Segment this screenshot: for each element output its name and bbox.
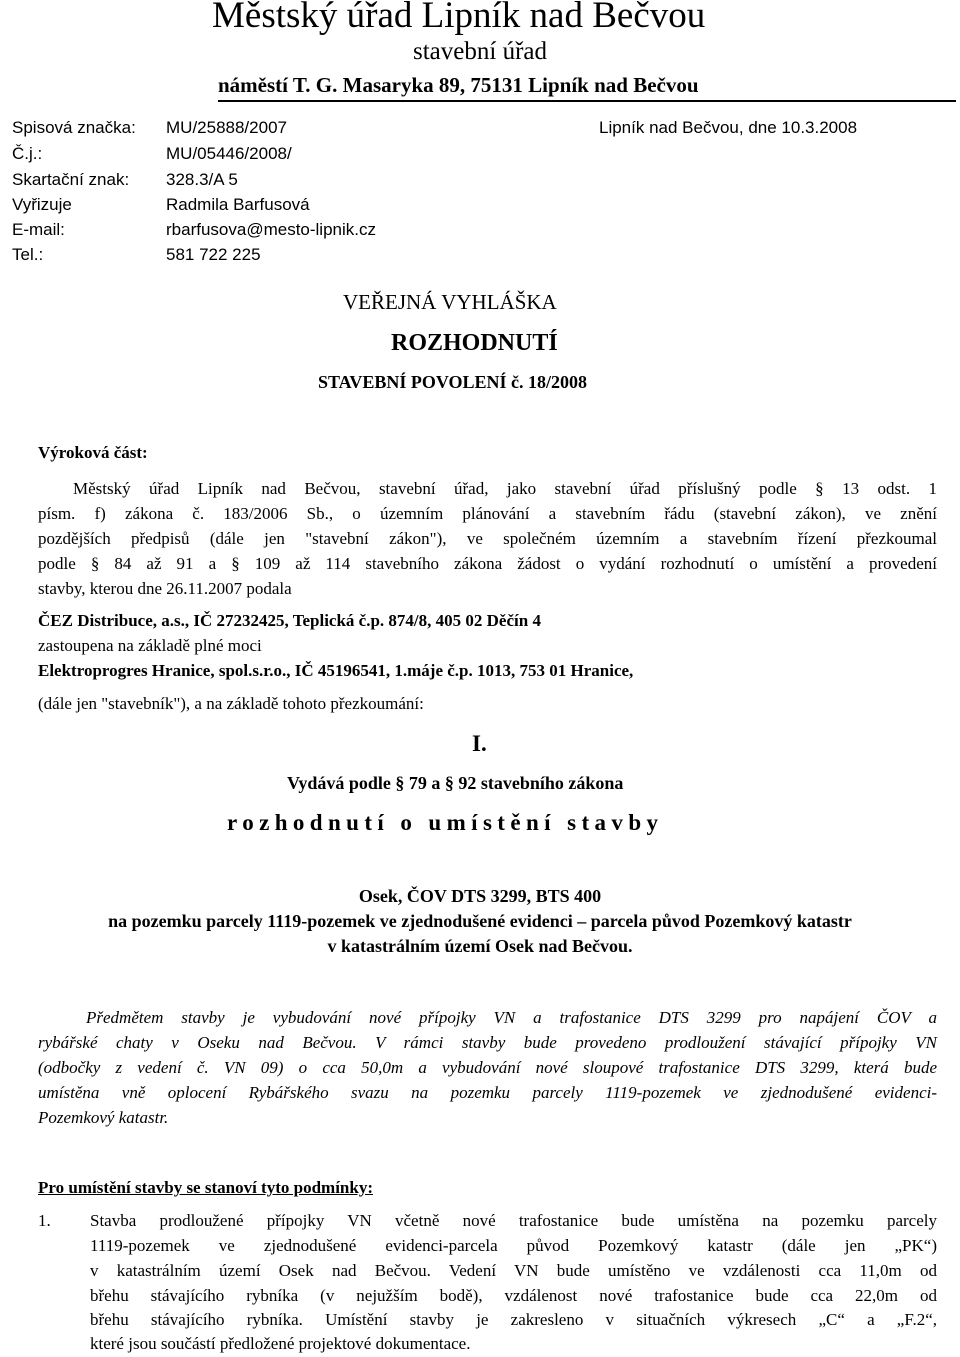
subject-line: (odbočky z vedení č. VN 09) o cca 50,0m a vybudování nové sloupové trafostanice DTS 3299, která bude bbox=[38, 1058, 937, 1077]
meta-label: Tel.: bbox=[12, 245, 44, 264]
meta-value: MU/25888/2007 bbox=[166, 118, 287, 137]
meta-value: rbarfusova@mesto-lipnik.cz bbox=[166, 220, 376, 239]
project-line: na pozemku parcely 1119-pozemek ve zjednodušené evidenci – parcela původ Pozemkový katastr bbox=[108, 911, 852, 931]
permit-heading: STAVEBNÍ POVOLENÍ č. 18/2008 bbox=[318, 372, 588, 392]
project-line: Osek, ČOV DTS 3299, BTS 400 bbox=[358, 886, 602, 906]
meta-label: Spisová značka: bbox=[12, 118, 136, 137]
intro-line: Městský úřad Lipník nad Bečvou, stavební úřad, jako stavební úřad příslušný podle § 13 odst. 1 bbox=[73, 479, 937, 498]
condition-line: 1119-pozemek ve zjednodušené evidenci-parcela původ Pozemkový katastr (dále jen „PK“) bbox=[90, 1236, 937, 1255]
intro-line: pozdějších předpisů (dále jen "stavební zákon"), ve společném územním a stavebním řízení přezkoumal bbox=[38, 529, 937, 548]
intro-line: podle § 84 až 91 a § 109 až 114 stavebního zákona žádost o vydání rozhodnutí o umístění a provedení bbox=[38, 554, 937, 573]
condition-line: břehu stávajícího rybníka (v nejužším bodě), vzdálenost nové trafostanice bude cca 22,0m od bbox=[90, 1286, 937, 1305]
intro-line: písm. f) zákona č. 183/2006 Sb., o územním plánování a stavebním řádu (stavební zákon), ve znění bbox=[38, 504, 937, 523]
condition-line: v katastrálním území Osek nad Bečvou. Vedení VN bude umístěno ve vzdálenosti cca 11,0m od bbox=[90, 1261, 937, 1280]
subject-line: rybářské chaty v Oseku nad Bečvou. V rámci stavby bude provedeno prodloužení stávající přípojky VN bbox=[38, 1033, 937, 1052]
condition-line: břehu stávajícího rybníka. Umístění stavby je zakresleno v situačních výkresech „C“ a „F.2“, bbox=[90, 1310, 937, 1329]
meta-label: Č.j.: bbox=[12, 144, 43, 163]
subject-line: umístěna vně oplocení Rybářského svazu na pozemku parcely 1119-pozemek ve zjednodušené evidenci- bbox=[38, 1083, 937, 1102]
condition-line: Stavba prodloužené přípojky VN včetně nové trafostanice bude umístěna na pozemku parcely bbox=[90, 1211, 937, 1230]
subject-line: Pozemkový katastr. bbox=[38, 1108, 169, 1127]
meta-value: Radmila Barfusová bbox=[166, 195, 310, 214]
condition-line: které jsou součástí předložené projektové dokumentace. bbox=[90, 1334, 471, 1353]
meta-label: Vyřizuje bbox=[12, 195, 72, 214]
office-address: náměstí T. G. Masaryka 89, 75131 Lipník nad Bečvou bbox=[218, 73, 699, 97]
meta-value: 328.3/A 5 bbox=[166, 170, 238, 189]
office-title: Městský úřad Lipník nad Bečvou bbox=[212, 0, 706, 36]
condition-number: 1. bbox=[38, 1211, 51, 1230]
place-date: Lipník nad Bečvou, dne 10.3.2008 bbox=[599, 118, 858, 137]
meta-label: E-mail: bbox=[12, 220, 65, 239]
subject-line: Předmětem stavby je vybudování nové přípojky VN a trafostanice DTS 3299 pro napájení ČOV a bbox=[86, 1008, 937, 1027]
project-line: v katastrálním území Osek nad Bečvou. bbox=[327, 936, 633, 956]
section-label: Výroková část: bbox=[38, 443, 148, 462]
applicant-line: zastoupena na základě plné moci bbox=[38, 636, 262, 655]
conditions-heading: Pro umístění stavby se stanoví tyto podmínky: bbox=[38, 1178, 373, 1197]
part-numeral: I. bbox=[472, 731, 487, 756]
meta-value: MU/05446/2008/ bbox=[166, 144, 292, 163]
applicant-line: Elektroprogres Hranice, spol.s.r.o., IČ 45196541, 1.máje č.p. 1013, 753 01 Hranice, bbox=[38, 661, 634, 680]
intro-line: stavby, kterou dne 26.11.2007 podala bbox=[38, 579, 292, 598]
public-notice-heading: VEŘEJNÁ VYHLÁŠKA bbox=[343, 290, 557, 314]
applicant-line: (dále jen "stavebník"), a na základě tohoto přezkoumání: bbox=[38, 694, 424, 713]
meta-label: Skartační znak: bbox=[12, 170, 130, 189]
issues-line: Vydává podle § 79 a § 92 stavebního zákona bbox=[287, 773, 624, 793]
meta-value: 581 722 225 bbox=[166, 245, 261, 264]
decision-heading: ROZHODNUTÍ bbox=[391, 330, 558, 356]
header-rule bbox=[218, 100, 956, 102]
applicant-line: ČEZ Distribuce, a.s., IČ 27232425, Teplická č.p. 874/8, 405 02 Děčín 4 bbox=[38, 611, 541, 630]
office-subtitle: stavební úřad bbox=[413, 38, 547, 65]
decision-title: rozhodnutí o umístění stavby bbox=[227, 810, 664, 835]
